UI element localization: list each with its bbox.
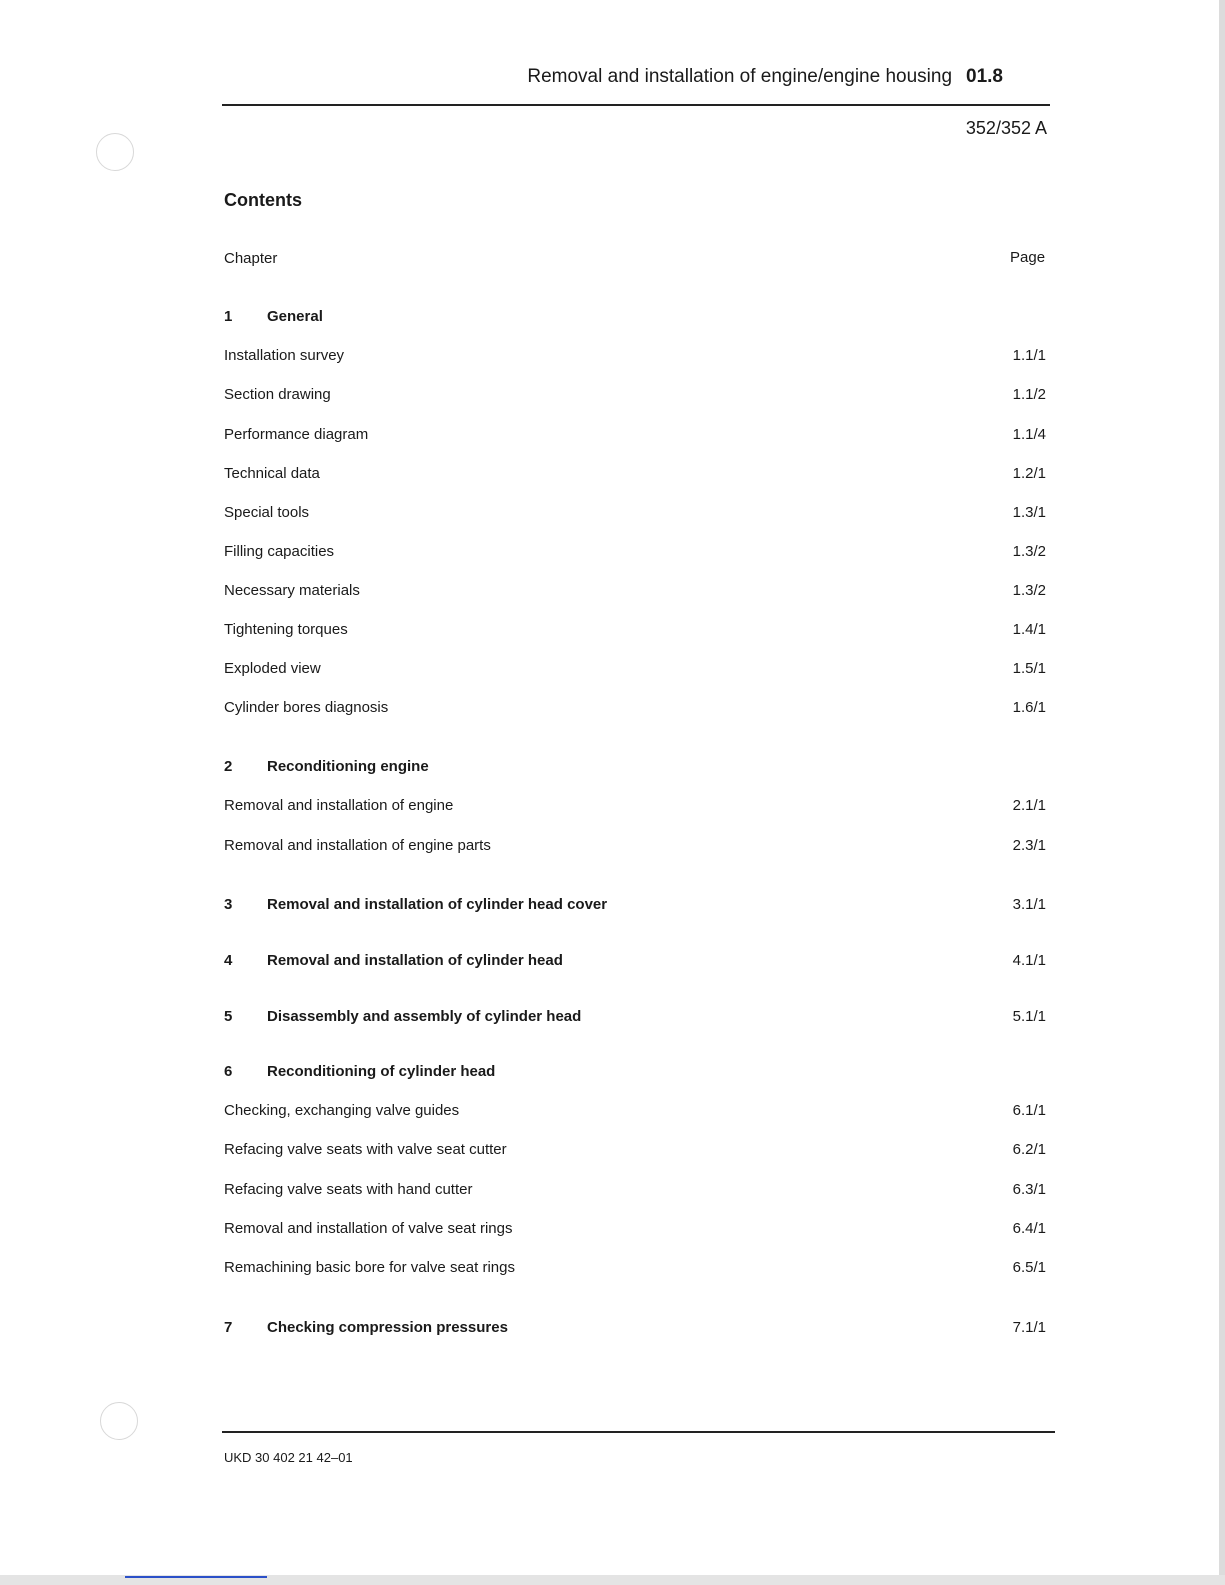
toc-chapter-number: 1	[224, 308, 233, 325]
toc-entry-title: Tightening torques	[224, 621, 348, 638]
toc-entry	[224, 896, 1046, 916]
toc-entry-title: Necessary materials	[224, 582, 360, 599]
header-rule	[222, 104, 1050, 106]
toc-entry-label	[224, 426, 368, 443]
toc-entry-title: Special tools	[224, 504, 310, 521]
chapter-column-label: Chapter	[224, 250, 278, 267]
toc-page-number: 6.5/1	[1012, 1259, 1046, 1276]
punch-hole	[100, 1402, 138, 1440]
toc-page-number: 1.1/1	[1012, 347, 1046, 364]
toc-entry-title: Reconditioning engine	[267, 758, 429, 775]
toc-entry	[224, 308, 1046, 328]
toc-entry-label	[224, 1008, 581, 1025]
toc-page-number: 7.1/1	[1012, 1319, 1046, 1336]
toc-entry-title: Performance diagram	[224, 426, 369, 443]
toc-entry-title: Cylinder bores diagnosis	[224, 699, 389, 716]
toc-entry-label	[224, 1102, 459, 1119]
toc-entry-title: Exploded view	[224, 660, 321, 677]
toc-entry	[224, 426, 1046, 446]
toc-entry	[224, 465, 1046, 485]
toc-page-number: 6.1/1	[1012, 1102, 1046, 1119]
toc-entry-label	[224, 1319, 508, 1336]
toc-entry	[224, 1220, 1046, 1240]
toc-entry	[224, 1181, 1046, 1201]
scan-bottom-strip	[0, 1575, 1225, 1585]
footer-rule	[222, 1431, 1055, 1433]
toc-entry-title: Removal and installation of valve seat rings	[224, 1220, 513, 1237]
toc-entry-label	[224, 699, 388, 716]
punch-hole	[96, 133, 134, 171]
toc-chapter-number: 5	[224, 1008, 233, 1025]
toc-entry	[224, 1319, 1046, 1339]
toc-entry	[224, 621, 1046, 641]
page-header	[527, 66, 1003, 88]
section-number: 01.8	[966, 66, 1003, 87]
toc-page-number: 5.1/1	[1012, 1008, 1046, 1025]
toc-chapter-number: 6	[224, 1063, 233, 1080]
toc-entry-label	[224, 465, 320, 482]
toc-entry-title: General	[267, 308, 323, 325]
toc-entry-title: Remachining basic bore for valve seat rings	[224, 1259, 515, 1276]
toc-entry-title: Technical data	[224, 465, 320, 482]
toc-page-number: 6.3/1	[1012, 1181, 1046, 1198]
toc-page-number: 2.3/1	[1012, 837, 1046, 854]
contents-heading: Contents	[224, 190, 302, 210]
toc-entry-title: Checking, exchanging valve guides	[224, 1102, 460, 1119]
toc-entry-title: Refacing valve seats with valve seat cutter	[224, 1141, 507, 1158]
toc-entry-label	[224, 1220, 513, 1237]
toc-entry-title: Removal and installation of engine parts	[224, 837, 491, 854]
toc-entry	[224, 758, 1046, 778]
toc-entry	[224, 347, 1046, 367]
toc-entry-label	[224, 952, 563, 969]
toc-entry-label	[224, 1141, 507, 1158]
toc-page-number: 6.4/1	[1012, 1220, 1046, 1237]
toc-entry	[224, 660, 1046, 680]
document-code: UKD 30 402 21 42–01	[224, 1450, 353, 1465]
toc-page-number: 1.4/1	[1012, 621, 1046, 638]
toc-entry-title: Removal and installation of cylinder head	[267, 952, 563, 969]
toc-entry-label	[224, 504, 309, 521]
toc-entry-label	[224, 621, 348, 638]
header-title: Removal and installation of engine/engine housing	[527, 66, 953, 87]
toc-page-number: 1.5/1	[1012, 660, 1046, 677]
scan-edge	[1219, 0, 1225, 1585]
toc-entry-label	[224, 386, 331, 403]
toc-entry-label	[224, 543, 334, 560]
toc-page-number: 1.3/1	[1012, 504, 1046, 521]
toc-entry	[224, 1259, 1046, 1279]
toc-page-number: 1.1/4	[1012, 426, 1046, 443]
toc-entry	[224, 837, 1046, 857]
toc-page-number: 2.1/1	[1012, 797, 1046, 814]
toc-entry-title: Installation survey	[224, 347, 345, 364]
toc-chapter-number: 4	[224, 952, 233, 969]
page-column-label: Page	[1010, 249, 1046, 266]
toc-entry-title: Removal and installation of engine	[224, 797, 454, 814]
toc-entry	[224, 952, 1046, 972]
toc-chapter-number: 7	[224, 1319, 233, 1336]
toc-entry	[224, 1141, 1046, 1161]
toc-entry-title: Reconditioning of cylinder head	[267, 1063, 496, 1080]
toc-entry	[224, 1102, 1046, 1122]
scan-marker	[125, 1576, 267, 1578]
toc-page-number: 1.3/2	[1012, 543, 1046, 560]
toc-chapter-number: 2	[224, 758, 233, 775]
toc-entry-label	[224, 758, 429, 775]
toc-page-number: 1.1/2	[1012, 386, 1046, 403]
toc-entry-label	[224, 308, 323, 325]
toc-entry-label	[224, 1259, 515, 1276]
toc-page-number: 1.2/1	[1012, 465, 1046, 482]
toc-entry	[224, 797, 1046, 817]
model-number: 352/352 A	[965, 118, 1047, 138]
toc-entry	[224, 582, 1046, 602]
toc-entry-title: Refacing valve seats with hand cutter	[224, 1181, 473, 1198]
toc-entry	[224, 386, 1046, 406]
toc-entry-label	[224, 797, 453, 814]
toc-entry-label	[224, 1181, 472, 1198]
toc-entry	[224, 504, 1046, 524]
toc-entry	[224, 1008, 1046, 1028]
toc-entry-label	[224, 347, 344, 364]
toc-entry-label	[224, 660, 321, 677]
toc-entry	[224, 699, 1046, 719]
toc-entry	[224, 543, 1046, 563]
toc-chapter-number: 3	[224, 896, 233, 913]
toc-page-number: 3.1/1	[1012, 896, 1046, 913]
toc-page-number: 1.6/1	[1012, 699, 1046, 716]
toc-entry-title: Section drawing	[224, 386, 331, 403]
toc-entry-title: Filling capacities	[224, 543, 335, 560]
toc-entry-title: Disassembly and assembly of cylinder head	[267, 1008, 582, 1025]
toc-entry-label	[224, 837, 491, 854]
toc-entry-label	[224, 582, 360, 599]
toc-entry-label	[224, 896, 607, 913]
toc-entry-title: Checking compression pressures	[267, 1319, 508, 1336]
toc-entry-label	[224, 1063, 495, 1080]
toc-entry	[224, 1063, 1046, 1083]
toc-page-number: 6.2/1	[1012, 1141, 1046, 1158]
toc-page-number: 4.1/1	[1012, 952, 1046, 969]
toc-page-number: 1.3/2	[1012, 582, 1046, 599]
toc-entry-title: Removal and installation of cylinder head cover	[267, 896, 608, 913]
